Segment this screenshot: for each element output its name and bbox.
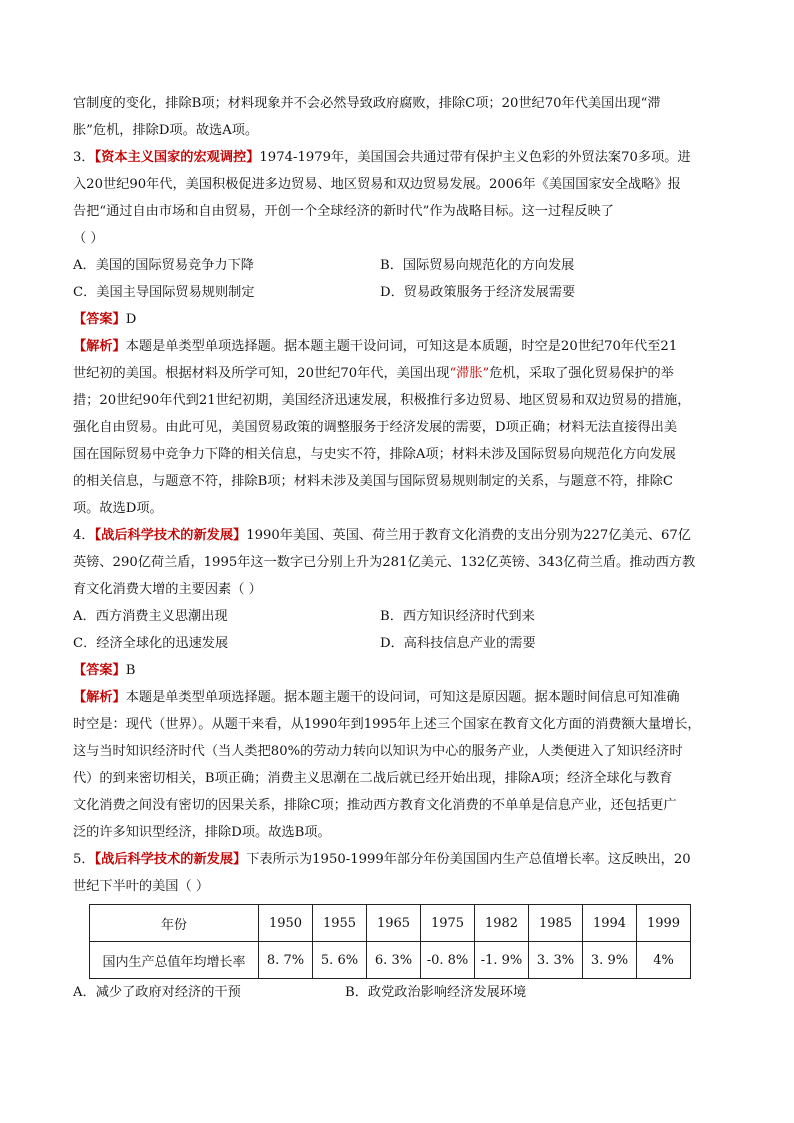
q4-analysis-line-5: 文化消费之间没有密切的因果关系，排除C项；推动西方教育文化消费的不单单是信息产业，还包括更广 bbox=[73, 798, 677, 813]
q5-number: 5． bbox=[73, 852, 95, 867]
q4-answer-label: 【答案】 bbox=[73, 663, 126, 678]
table-value-cell: 3. 3% bbox=[529, 942, 583, 979]
q3-analysis-line-3: 措；20世纪90年代到21世纪初期，美国经济迅速发展，积极推行多边贸易、地区贸易和双边贸易的措施， bbox=[73, 393, 691, 408]
table-year-cell: 1999 bbox=[637, 905, 691, 942]
q5-option-b: B．政党政治影响经济发展环境 bbox=[345, 985, 527, 1000]
table-value-cell: -1. 9% bbox=[475, 942, 529, 979]
q4-stem-text-1: 1990年美国、英国、荷兰用于教育文化消费的支出分别为227亿美元、67亿 bbox=[246, 528, 691, 543]
q3-stem-line-2: 入20世纪90年代，美国积极促进多边贸易、地区贸易和双边贸易发展。2006年《美国国家安全战略》报 bbox=[73, 177, 681, 192]
q3-analysis-text-1: 本题是单类型单项选择题。据本题主题干设问词，可知这是本质题，时空是20世纪70年代至21 bbox=[125, 339, 678, 354]
q4-analysis-line-4: 代）的到来密切相关，B项正确；消费主义思潮在二战后就已经开始出现，排除A项；经济全球化与教育 bbox=[73, 771, 673, 786]
table-value-cell: 3. 9% bbox=[583, 942, 637, 979]
table-value-cell: 4% bbox=[637, 942, 691, 979]
q5-stem-line-1 bbox=[73, 846, 723, 873]
q4-analysis-line-2: 时空是：现代（世界）。从题干来看，从1990年到1995年上述三个国家在教育文化方面的消费额大量增长， bbox=[73, 717, 701, 732]
q4-stem-line-1 bbox=[73, 522, 723, 549]
q4-options-row-1 bbox=[73, 603, 723, 630]
q4-analysis-label: 【解析】 bbox=[73, 690, 126, 705]
q3-analysis-label: 【解析】 bbox=[73, 339, 126, 354]
table-year-cell: 1950 bbox=[259, 905, 313, 942]
q3-options-row-1 bbox=[73, 252, 723, 279]
q4-options-row-2 bbox=[73, 630, 723, 657]
table-value-cell: 8. 7% bbox=[259, 942, 313, 979]
table-year-cell: 1982 bbox=[475, 905, 529, 942]
document-page bbox=[73, 90, 723, 1006]
q4-option-a: A．西方消费主义思潮出现 bbox=[73, 609, 228, 624]
table-value-cell: 5. 6% bbox=[313, 942, 367, 979]
intro-line-2: 胀”危机，排除D项。故选A项。 bbox=[73, 123, 259, 138]
q4-number: 4． bbox=[73, 528, 95, 543]
q4-stem-line-3: 育文化消费大增的主要因素（ ） bbox=[73, 582, 262, 597]
q3-option-d: D．贸易政策服务于经济发展需要 bbox=[380, 285, 576, 300]
q3-analysis-line-6: 的相关信息，与题意不符，排除B项；材料未涉及美国与国际贸易规则制定的关系，与题意不符，排除C bbox=[73, 474, 674, 489]
q3-analysis-text-2b: 危机，采取了强化贸易保护的举 bbox=[489, 366, 674, 381]
q5-stem-line-2: 世纪下半叶的美国（ ） bbox=[73, 879, 210, 894]
q3-number: 3． bbox=[73, 150, 95, 165]
table-year-cell: 1955 bbox=[313, 905, 367, 942]
q5-option-a: A．减少了政府对经济的干预 bbox=[73, 985, 241, 1000]
q5-topic-tag: 【战后科学技术的新发展】 bbox=[94, 852, 247, 867]
q5-options-row-1 bbox=[73, 979, 723, 1006]
q3-options-row-2 bbox=[73, 279, 723, 306]
table-value-cell: -0. 8% bbox=[421, 942, 475, 979]
table-row bbox=[90, 942, 691, 979]
table-header-label: 年份 bbox=[90, 905, 259, 942]
q4-option-b: B．西方知识经济时代到来 bbox=[380, 609, 535, 624]
q4-option-c: C．经济全球化的迅速发展 bbox=[73, 636, 229, 651]
q4-analysis-line-6: 泛的许多知识型经济，排除D项。故选B项。 bbox=[73, 825, 331, 840]
table-year-cell: 1994 bbox=[583, 905, 637, 942]
q3-answer-value: D bbox=[125, 312, 137, 327]
q3-answer-blank: （ ） bbox=[73, 231, 104, 246]
q3-option-b: B．国际贸易向规范化的方向发展 bbox=[380, 258, 575, 273]
q3-stem-line-1 bbox=[73, 144, 723, 171]
q3-analysis-text-2a: 世纪初的美国。根据材料及所学可知，20世纪70年代，美国出现 bbox=[73, 366, 450, 381]
q3-topic-tag: 【资本主义国家的宏观调控】 bbox=[94, 150, 260, 165]
q3-stem-line-3: 告把“通过自由市场和自由贸易，开创一个全球经济的新时代”作为战略目标。这一过程反映了 bbox=[73, 204, 614, 219]
q4-analysis-text-1: 本题是单类型单项选择题。据本题主题干的设问词，可知这是原因题。据本题时间信息可知准确 bbox=[125, 690, 680, 705]
table-value-cell: 6. 3% bbox=[367, 942, 421, 979]
gdp-growth-table bbox=[89, 904, 691, 979]
q3-analysis-highlight: “滞胀” bbox=[449, 366, 490, 381]
table-year-cell: 1985 bbox=[529, 905, 583, 942]
q3-analysis-line-4: 强化自由贸易。由此可见，美国贸易政策的调整服务于经济发展的需要，D项正确；材料无法直接得出美 bbox=[73, 420, 678, 435]
q3-analysis-line-1 bbox=[73, 333, 723, 360]
q3-analysis-line-2 bbox=[73, 360, 723, 387]
q3-stem-text-1: 1974-1979年，美国国会共通过带有保护主义色彩的外贸法案70多项。进 bbox=[259, 150, 691, 165]
q4-topic-tag: 【战后科学技术的新发展】 bbox=[94, 528, 247, 543]
q3-answer bbox=[73, 306, 723, 333]
q3-analysis-line-5: 国在国际贸易中竞争力下降的相关信息，与史实不符，排除A项；材料未涉及国际贸易向规范化方向发展 bbox=[73, 447, 676, 462]
q4-option-d: D．高科技信息产业的需要 bbox=[380, 636, 536, 651]
q4-answer-value: B bbox=[125, 663, 136, 678]
intro-line-1: 官制度的变化，排除B项；材料现象并不会必然导致政府腐败，排除C项；20世纪70年代美国出现“滞 bbox=[73, 96, 661, 111]
q4-answer bbox=[73, 657, 723, 684]
q3-analysis-line-7: 项。故选D项。 bbox=[73, 501, 163, 516]
table-header-row bbox=[90, 905, 691, 942]
table-row-label: 国内生产总值年均增长率 bbox=[90, 942, 259, 979]
q3-answer-label: 【答案】 bbox=[73, 312, 126, 327]
q4-stem-line-2: 英镑、290亿荷兰盾，1995年这一数字已分别上升为281亿美元、132亿英镑、343亿荷兰盾。推动西方教 bbox=[73, 555, 696, 570]
q5-stem-text-1: 下表所示为1950-1999年部分年份美国国内生产总值增长率。这反映出，20 bbox=[246, 852, 691, 867]
q3-option-c: C．美国主导国际贸易规则制定 bbox=[73, 285, 255, 300]
table-year-cell: 1975 bbox=[421, 905, 475, 942]
table-year-cell: 1965 bbox=[367, 905, 421, 942]
q4-analysis-line-3: 这与当时知识经济时代（当人类把80%的劳动力转向以知识为中心的服务产业，人类便进入了知识经济时 bbox=[73, 744, 683, 759]
q3-option-a: A．美国的国际贸易竞争力下降 bbox=[73, 258, 254, 273]
q4-analysis-line-1 bbox=[73, 684, 723, 711]
